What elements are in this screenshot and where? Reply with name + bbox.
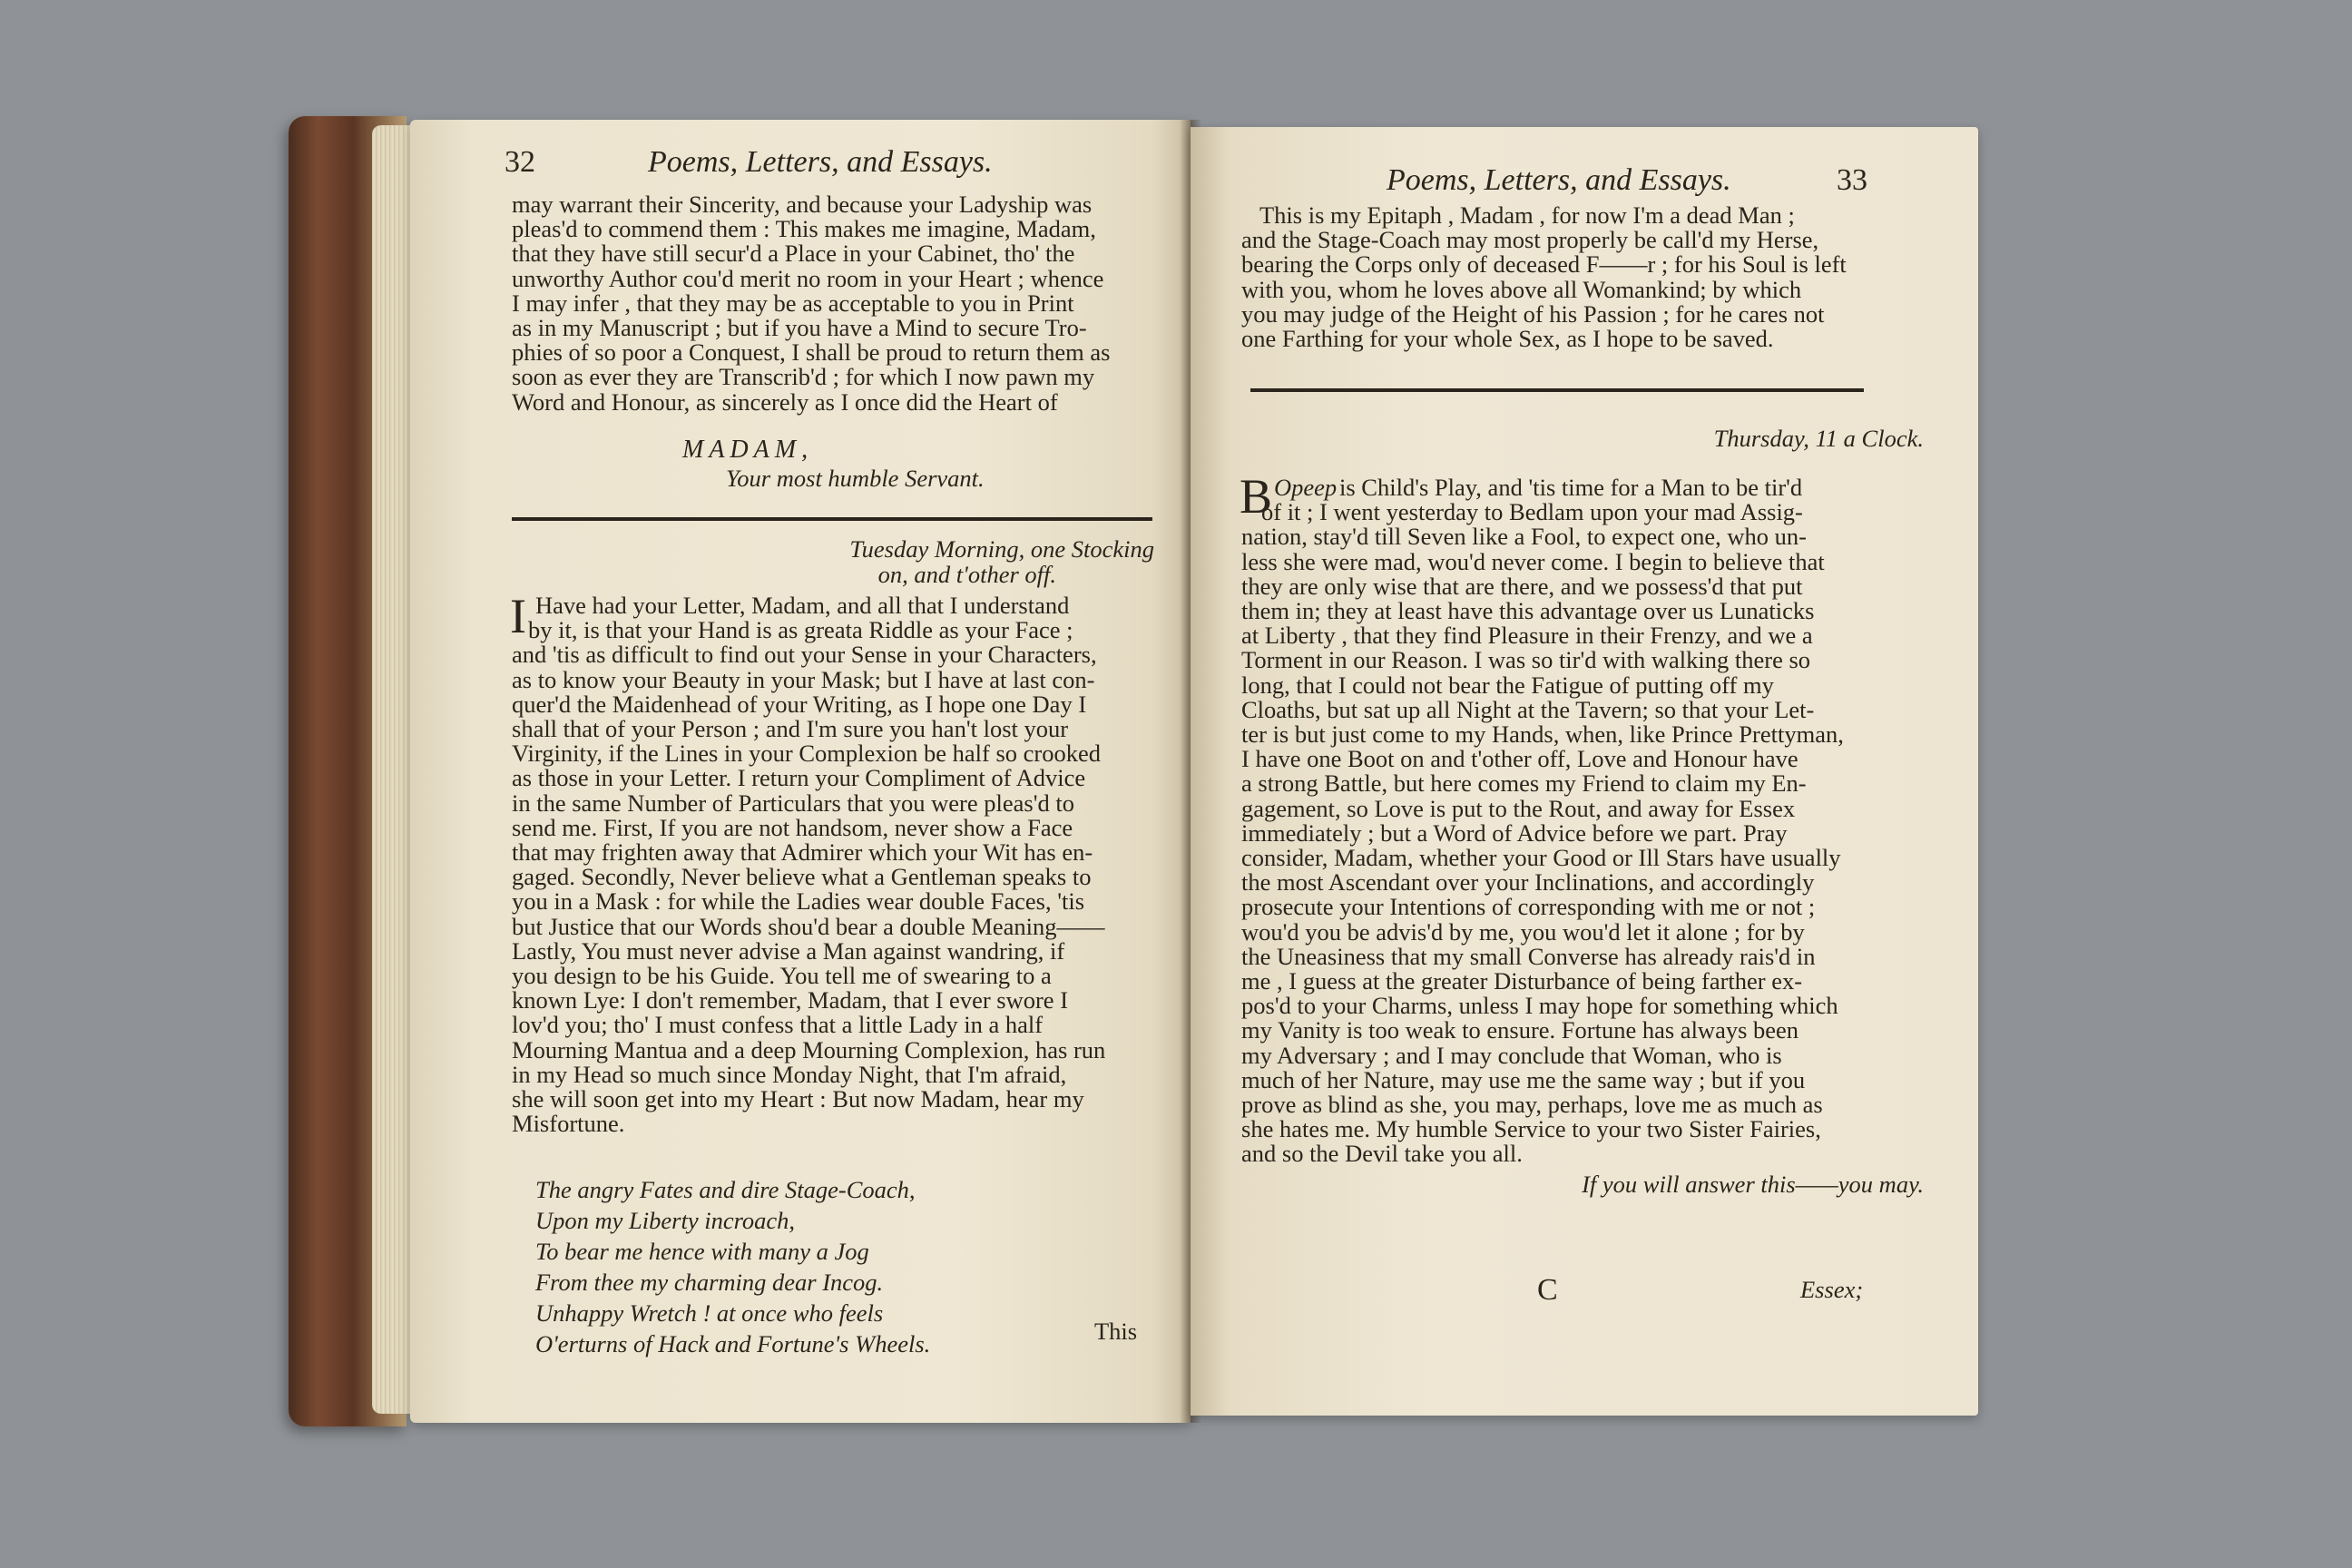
postscript: If you will answer this——you may. [1582, 1171, 1924, 1198]
text-line: but Justice that our Words shou'd bear a double Meaning—— [512, 912, 1105, 940]
right-letter-body [1241, 475, 1922, 1167]
text-line: at Liberty , that they find Pleasure in their Frenzy, and we a [1241, 622, 1813, 650]
text-line: that they have still secur'd a Place in your Cabinet, tho' the [512, 240, 1075, 268]
text-line: you in a Mask : for while the Ladies wear double Faces, 'tis [512, 887, 1085, 916]
left-page-number: 32 [505, 145, 535, 179]
text-line: the Uneasiness that my small Converse has already rais'd in [1241, 942, 1816, 970]
text-line: From thee my charming dear Incog. [535, 1269, 884, 1296]
text-line: in the same Number of Particulars that you were pleas'd to [512, 789, 1074, 817]
text-line: I have one Boot on and t'other off, Love and Honour have [1241, 745, 1798, 773]
closing: Your most humble Servant. [726, 465, 985, 492]
text-line: consider, Madam, whether your Good or Ill Stars have usually [1241, 844, 1841, 872]
text-line: wou'd you be advis'd by me, you wou'd let it alone ; for by [1241, 917, 1805, 946]
text-line: Torment in our Reason. I was so tir'd with walking there so [1241, 646, 1811, 674]
text-line: by it, is that your Hand is as greata Riddle as your Face ; [528, 616, 1073, 644]
text-line: Upon my Liberty incroach, [535, 1207, 796, 1234]
text-line: me , I guess at the greater Disturbance of being farther ex- [1241, 967, 1803, 995]
text-line: soon as ever they are Transcrib'd ; for which I now pawn my [512, 363, 1095, 391]
text-line: them in; they at least have this advantage over us Lunaticks [1241, 597, 1815, 625]
text-line: ter is but just come to my Hands, when, like Prince Prettyman, [1241, 720, 1844, 749]
right-running-head: Poems, Letters, and Essays. [1387, 163, 1731, 197]
text-line: Mourning Mantua and a deep Mourning Complexion, has run [512, 1035, 1106, 1063]
left-catchword: This [1094, 1318, 1138, 1345]
text-line: quer'd the Maidenhead of your Writing, as I hope one Day I [512, 690, 1087, 718]
text-line: prosecute your Intentions of corresponding with me or not ; [1241, 893, 1816, 921]
signature-mark: C [1537, 1273, 1558, 1307]
text-line: less she were mad, wou'd never come. I begin to believe that [1241, 547, 1825, 575]
text-line: as to know your Beauty in your Mask; but I have at last con- [512, 665, 1095, 693]
text-line: they are only wise that are there, and we possess'd that put [1241, 572, 1803, 600]
dateline-1: Tuesday Morning, one Stocking [849, 535, 1154, 563]
text-line: To bear me hence with many a Jog [535, 1238, 869, 1265]
text-line: phies of so poor a Conquest, I shall be proud to return them as [512, 338, 1111, 367]
text-line: send me. First, If you are not handsom, never show a Face [512, 813, 1073, 841]
text-line: bearing the Corps only of deceased F——r ; for his Soul is left [1241, 250, 1847, 279]
text-line: I may infer , that they may be as acceptable to you in Print [512, 289, 1074, 317]
text-line: Lastly, You must never advise a Man against wandring, if [512, 936, 1065, 965]
text-line: my Vanity is too weak to ensure. Fortune has always been [1241, 1016, 1799, 1044]
drop-cap-right: B [1240, 469, 1273, 524]
text-line: unworthy Author cou'd merit no room in your Heart ; whence [512, 264, 1104, 292]
text-line: the most Ascendant over your Inclinations, and accordingly [1241, 868, 1815, 897]
drop-cap-left: I [510, 589, 526, 643]
section-rule-right [1250, 388, 1864, 392]
text-line: as in my Manuscript ; but if you have a Mind to secure Tro- [512, 314, 1087, 342]
verse-block [535, 1174, 1080, 1359]
dateline-2: on, and t'other off. [877, 561, 1056, 588]
left-letter-body [510, 589, 1154, 1138]
text-line: O'erturns of Hack and Fortune's Wheels. [535, 1330, 931, 1357]
first-word: Opeep [1274, 474, 1338, 501]
text-line: that may frighten away that Admirer which your Wit has en- [512, 838, 1093, 867]
text-line: lov'd you; tho' I must confess that a little Lady in a half [512, 1011, 1044, 1039]
text-line: in my Head so much since Monday Night, that I'm afraid, [512, 1060, 1067, 1088]
text-line: Virginity, if the Lines in your Complexion be half so crooked [512, 740, 1102, 768]
text-line: Unhappy Wretch ! at once who feels [535, 1299, 884, 1327]
text-line: Have had your Letter, Madam, and all that I understand [535, 592, 1070, 619]
text-line: is Child's Play, and 'tis time for a Man to be tir'd [1339, 474, 1803, 501]
text-line: nation, stay'd till Seven like a Fool, to expect one, who un- [1241, 523, 1807, 551]
text-line: gagement, so Love is put to the Rout, and away for Essex [1241, 794, 1796, 822]
text-line: one Farthing for your whole Sex, as I hope to be saved. [1241, 325, 1774, 353]
text-line: pleas'd to commend them : This makes me imagine, Madam, [512, 215, 1096, 243]
text-line: she hates me. My humble Service to your two Sister Fairies, [1241, 1115, 1821, 1143]
text-line: and the Stage-Coach may most properly be call'd my Herse, [1241, 226, 1819, 254]
right-opening-paragraph [1241, 203, 1920, 351]
text-line: shall that of your Person ; and I'm sure you han't lost your [512, 715, 1069, 743]
text-line: pos'd to your Charms, unless I may hope for something which [1241, 992, 1838, 1020]
salutation: MADAM, [682, 436, 814, 464]
text-line: Cloaths, but sat up all Night at the Tavern; so that your Let- [1241, 695, 1815, 723]
text-line: Word and Honour, as sincerely as I once did the Heart of [512, 387, 1058, 416]
text-line: gaged. Secondly, Never believe what a Gentleman speaks to [512, 863, 1092, 891]
text-line: you may judge of the Height of his Passion ; for he cares not [1241, 299, 1825, 328]
right-page [1191, 127, 1978, 1416]
text-line: of it ; I went yesterday to Bedlam upon your mad Assig- [1261, 498, 1803, 526]
right-catchword: Essex; [1800, 1276, 1864, 1303]
text-line: my Adversary ; and I may conclude that Woman, who is [1241, 1041, 1782, 1069]
right-page-number: 33 [1837, 163, 1867, 197]
left-page [410, 120, 1191, 1423]
text-line: you design to be his Guide. You tell me of swearing to a [512, 962, 1052, 990]
section-rule [512, 517, 1152, 521]
text-line: The angry Fates and dire Stage-Coach, [535, 1176, 916, 1203]
dateline-right: Thursday, 11 a Clock. [1713, 425, 1924, 452]
text-line: known Lye: I don't remember, Madam, that I ever swore I [512, 986, 1069, 1014]
text-line: with you, whom he loves above all Womankind; by which [1241, 275, 1802, 303]
text-line: may warrant their Sincerity, and because your Ladyship was [512, 191, 1093, 218]
text-line: immediately ; but a Word of Advice before we part. Pray [1241, 818, 1788, 847]
text-line: she will soon get into my Heart : But now Madam, hear my [512, 1085, 1084, 1113]
text-line: as those in your Letter. I return your Compliment of Advice [512, 764, 1086, 792]
text-line: much of her Nature, may use me the same way ; but if you [1241, 1065, 1806, 1093]
text-line: and so the Devil take you all. [1241, 1140, 1523, 1168]
text-line: long, that I could not bear the Fatigue of putting off my [1241, 671, 1774, 699]
left-running-head: Poems, Letters, and Essays. [648, 145, 993, 179]
left-opening-paragraph [512, 192, 1154, 415]
text-line: This is my Epitaph , Madam , for now I'm a dead Man ; [1259, 201, 1795, 229]
text-line: prove as blind as she, you may, perhaps, love me as much as [1241, 1091, 1823, 1119]
text-line: Misfortune. [512, 1110, 625, 1138]
text-line: and 'tis as difficult to find out your Sense in your Characters, [512, 641, 1097, 669]
text-line: a strong Battle, but here comes my Friend to claim my En- [1241, 769, 1807, 798]
